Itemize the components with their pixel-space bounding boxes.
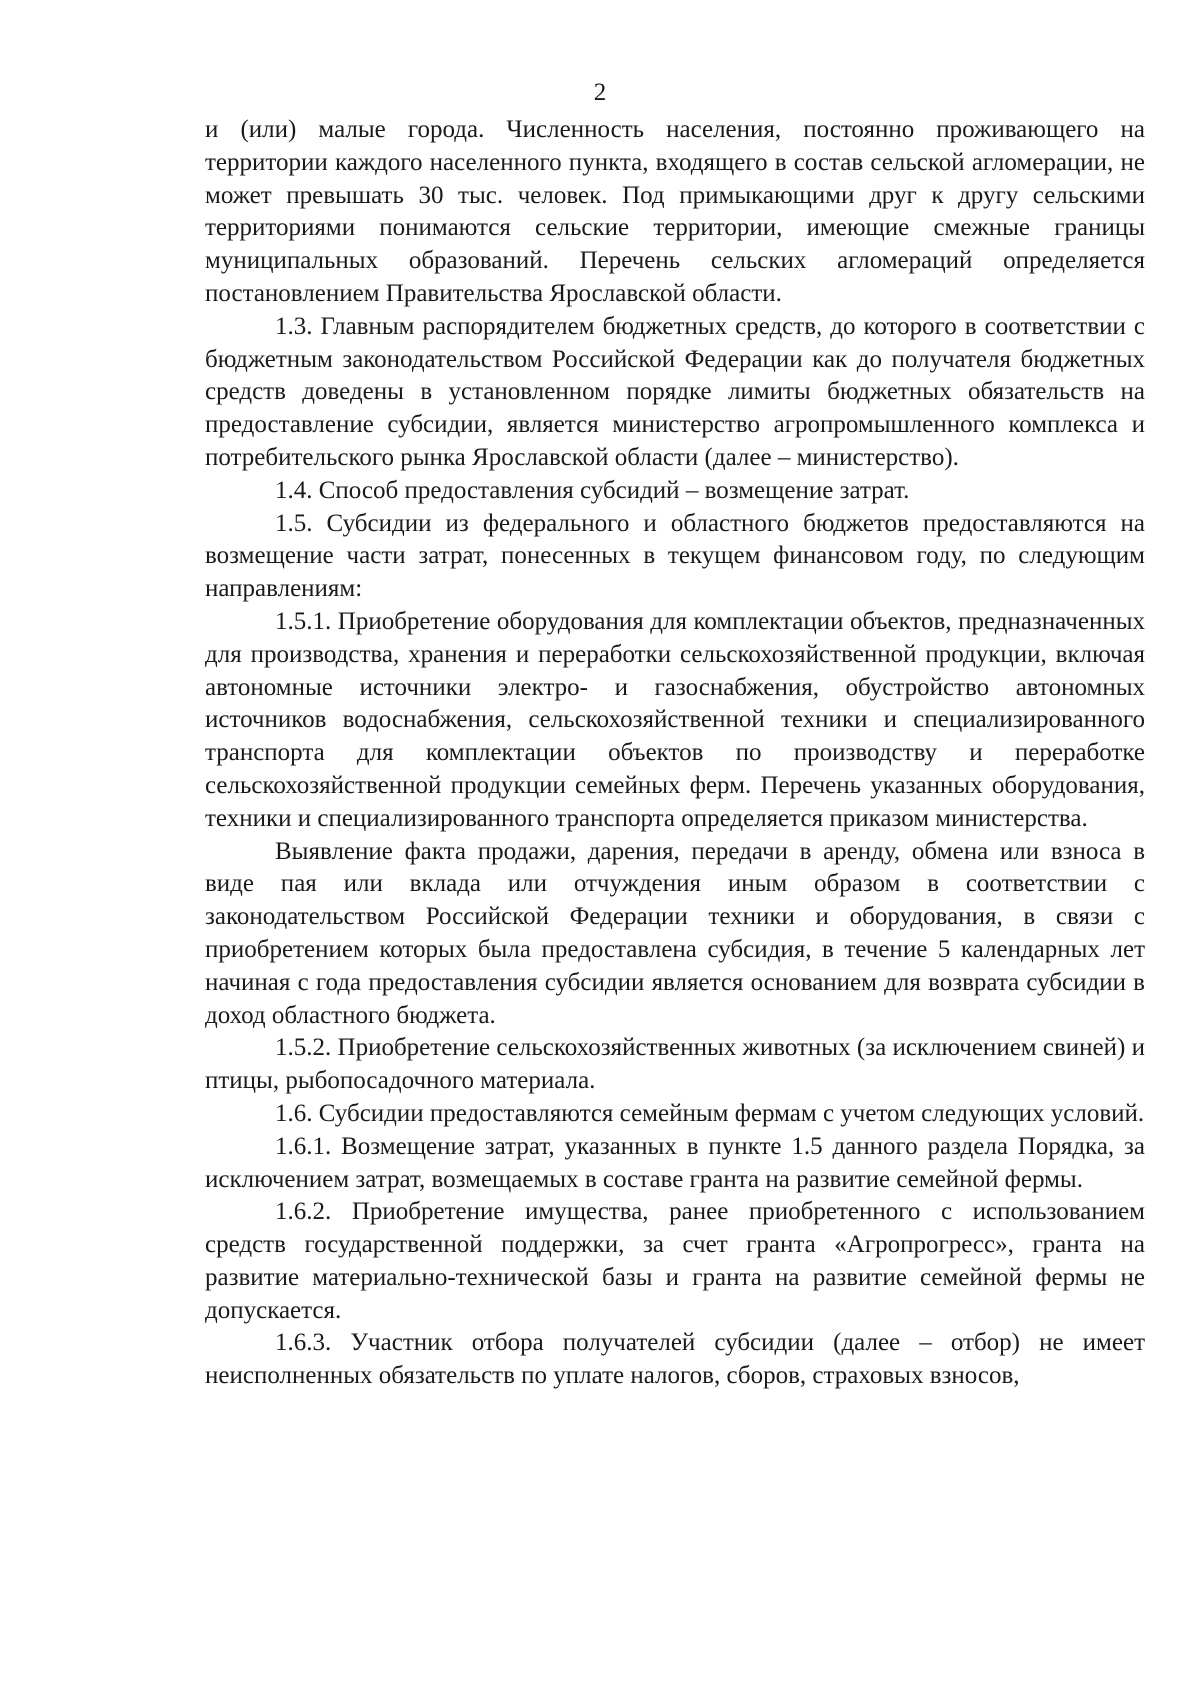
- paragraph-1-4: 1.4. Способ предоставления субсидий – возмещение затрат.: [275, 476, 910, 504]
- paragraph-1-6-2: 1.6.2. Приобретение имущества, ранее приобретенного с использованием средств государственной поддержки, за счет гранта «Агропрогресс», гранта на развитие материально-технической базы и гранта на развитие семейной фермы не допускается.: [205, 1198, 1145, 1324]
- paragraph-1-3: 1.3. Главным распорядителем бюджетных средств, до которого в соответствии с бюджетным законодательством Российской Федерации как до получателя бюджетных средств доведены в установленном порядке лимиты бюджетных обязательств на предоставление субсидии, является министерство агропромышленного комплекса и потребительского рынка Ярославской области (далее – министерство).: [205, 312, 1145, 471]
- paragraph-1-6: 1.6. Субсидии предоставляются семейным фермам с учетом следующих условий.: [275, 1099, 1145, 1127]
- paragraph-1-6-3: 1.6.3. Участник отбора получателей субсидии (далее – отбор) не имеет неисполненных обязательств по уплате налогов, сборов, страховых взносов,: [205, 1329, 1145, 1390]
- paragraph-1-5-1: 1.5.1. Приобретение оборудования для комплектации объектов, предназначенных для производства, хранения и переработки сельскохозяйственной продукции, включая автономные источники электро- и газоснабжения, обустройство автономных источников водоснабжения, сельскохозяйственной техники и специализированного транспорта для комплектации объектов по производству и переработке сельскохозяйственной продукции семейных ферм. Перечень указанных оборудования, техники и специализированного транспорта определяется приказом министерства.: [205, 607, 1145, 832]
- paragraph-agglomeration-continued: и (или) малые города. Численность населения, постоянно проживающего на территории каждого населенного пункта, входящего в состав сельской агломерации, не может превышать 30 тыс. человек. Под примыкающими друг к другу сельскими территориями понимаются сельские территории, имеющие смежные границы муниципальных образований. Перечень сельских агломераций определяется постановлением Правительства Ярославской области.: [205, 116, 1145, 307]
- paragraph-1-6-1: 1.6.1. Возмещение затрат, указанных в пункте 1.5 данного раздела Порядка, за исключением затрат, возмещаемых в составе гранта на развитие семейной фермы.: [205, 1132, 1145, 1193]
- paragraph-1-5: 1.5. Субсидии из федерального и областного бюджетов предоставляются на возмещение части затрат, понесенных в текущем финансовом году, по следующим направлениям:: [205, 509, 1145, 603]
- paragraph-sale-disclosure: Выявление факта продажи, дарения, передачи в аренду, обмена или взноса в виде пая или вклада или отчуждения иным образом в соответствии с законодательством Российской Федерации техники и оборудования, в связи с приобретением которых была предоставлена субсидия, в течение 5 календарных лет начиная с года предоставления субсидии является основанием для возврата субсидии в доход областного бюджета.: [205, 837, 1145, 1029]
- page-number: 2: [593, 79, 607, 106]
- paragraph-1-5-2: 1.5.2. Приобретение сельскохозяйственных животных (за исключением свиней) и птицы, рыбопосадочного материала.: [205, 1034, 1145, 1095]
- document-body: [205, 114, 1145, 1393]
